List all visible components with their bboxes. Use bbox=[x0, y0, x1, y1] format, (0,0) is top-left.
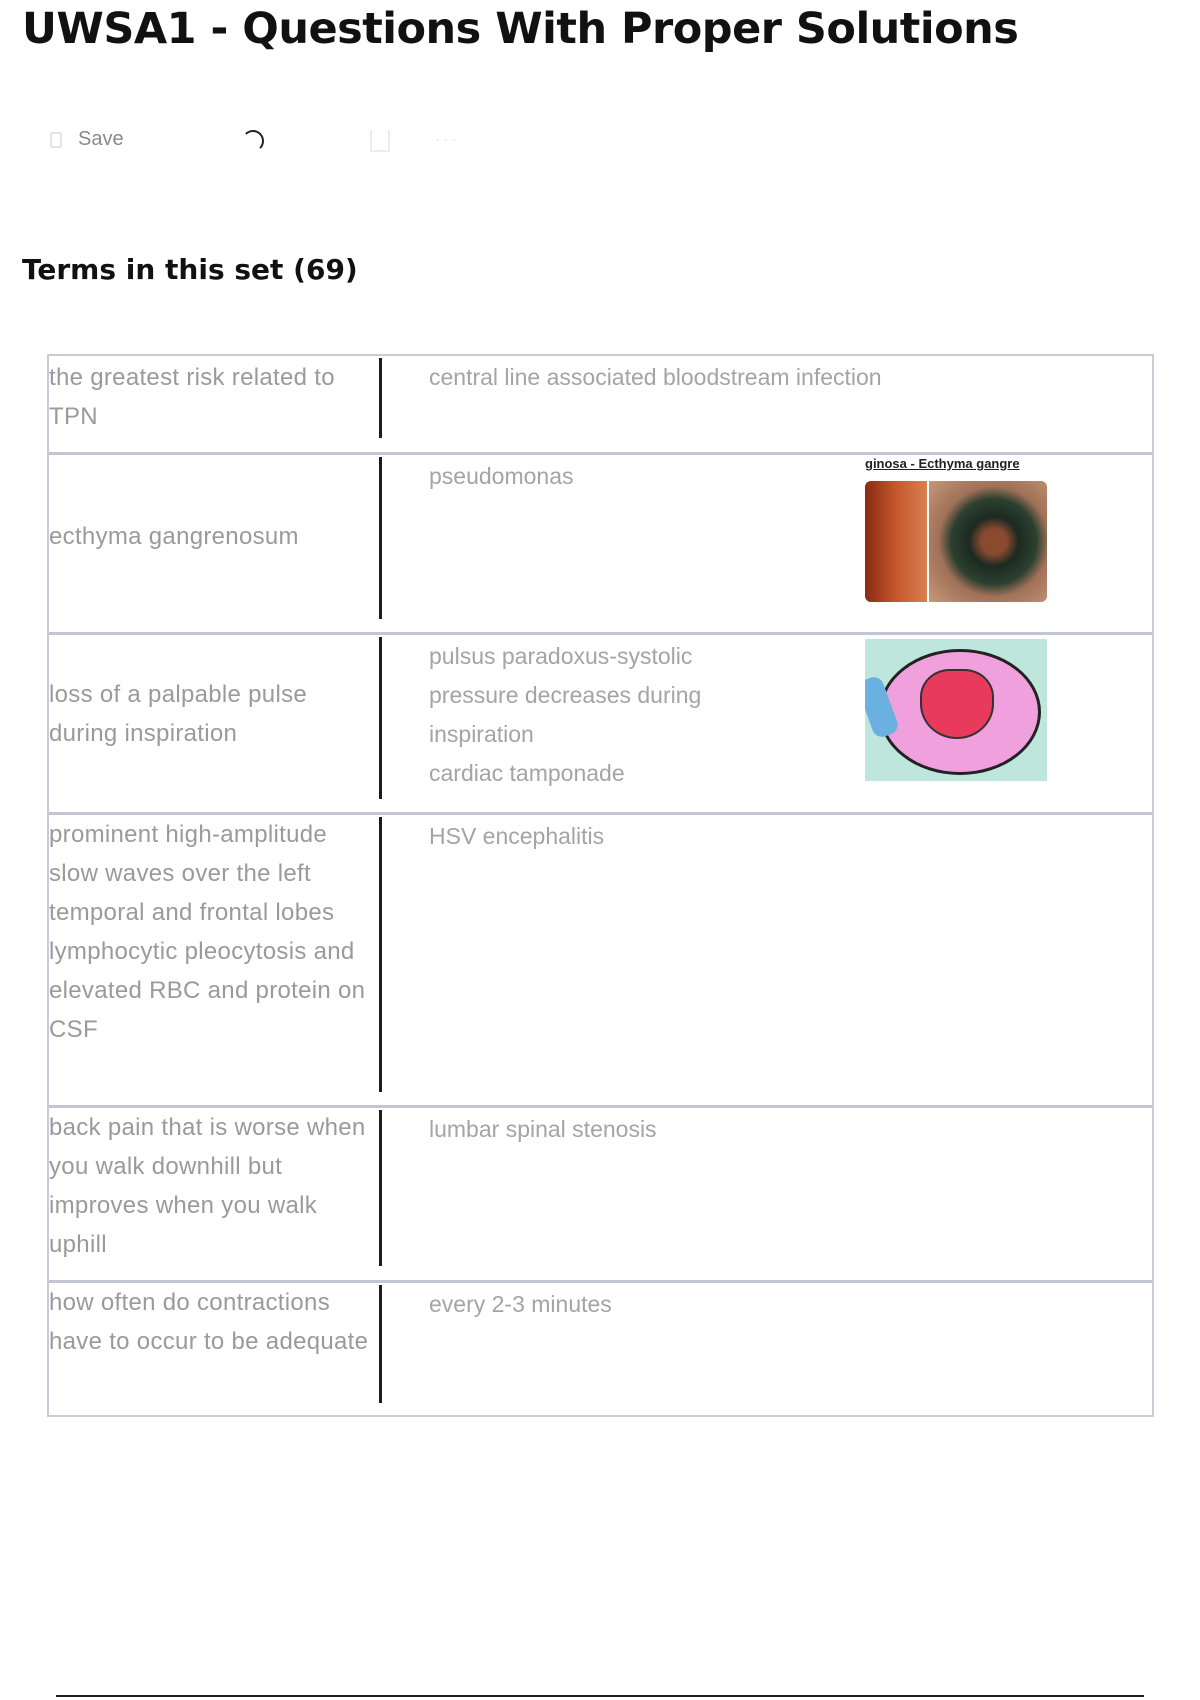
skin-lesion-early-photo bbox=[865, 481, 927, 602]
card-definition bbox=[429, 1110, 899, 1149]
definition-line: pseudomonas bbox=[429, 463, 574, 489]
loading-spinner-icon bbox=[242, 130, 264, 152]
flashcard bbox=[49, 812, 1152, 1105]
card-definition bbox=[429, 358, 899, 397]
card-term: ecthyma gangrenosum bbox=[49, 523, 299, 550]
flashcard bbox=[49, 1280, 1152, 1415]
card-divider bbox=[379, 358, 382, 438]
save-label: Save bbox=[78, 128, 124, 150]
flashcard bbox=[49, 452, 1152, 632]
definition-line: cardiac tamponade bbox=[429, 760, 625, 786]
image-caption: ginosa - Ecthyma gangre bbox=[865, 457, 1020, 471]
definition-line: pulsus paradoxus-systolic pressure decreases during inspiration bbox=[429, 643, 702, 747]
card-divider bbox=[379, 817, 382, 1092]
cartoon-illustration bbox=[865, 639, 1047, 781]
card-divider bbox=[379, 1110, 382, 1266]
ecthyma-gangrenosum-image[interactable] bbox=[865, 457, 1047, 607]
definition-line: lumbar spinal stenosis bbox=[429, 1116, 657, 1142]
toolbar bbox=[50, 128, 530, 168]
cardiac-tamponade-cartoon-image[interactable] bbox=[865, 639, 1047, 781]
card-definition bbox=[429, 1285, 899, 1324]
card-term: how often do contractions have to occur to be adequate bbox=[49, 1289, 369, 1355]
bookmark-icon bbox=[50, 132, 62, 148]
terms-heading: Terms in this set (69) bbox=[22, 253, 358, 286]
heart-icon bbox=[920, 669, 994, 739]
definition-line: HSV encephalitis bbox=[429, 823, 605, 849]
card-term: the greatest risk related to TPN bbox=[49, 364, 335, 430]
definition-line: every 2-3 minutes bbox=[429, 1291, 612, 1317]
definition-line: central line associated bloodstream infection bbox=[429, 364, 882, 390]
page-title: UWSA1 - Questions With Proper Solutions bbox=[22, 4, 1019, 54]
share-icon[interactable] bbox=[370, 130, 390, 152]
flashcard bbox=[49, 632, 1152, 812]
skin-lesion-late-photo bbox=[929, 481, 1047, 602]
card-divider bbox=[379, 1285, 382, 1403]
card-divider bbox=[379, 457, 382, 619]
card-definition bbox=[429, 817, 899, 856]
card-term: prominent high-amplitude slow waves over the left temporal and frontal lobes lymphocytic pleocytosis and elevated RBC and protein on CSF bbox=[49, 821, 366, 1043]
more-options-icon[interactable]: ··· bbox=[434, 126, 459, 151]
card-definition bbox=[429, 637, 729, 793]
card-divider bbox=[379, 637, 382, 799]
flashcard bbox=[49, 356, 1152, 452]
page-bottom-divider bbox=[56, 1695, 1144, 1697]
flashcard bbox=[49, 1105, 1152, 1280]
flashcard-list bbox=[47, 354, 1154, 1417]
card-term: back pain that is worse when you walk downhill but improves when you walk uphill bbox=[49, 1114, 366, 1258]
card-definition bbox=[429, 457, 899, 496]
save-button[interactable] bbox=[50, 128, 124, 151]
card-term: loss of a palpable pulse during inspiration bbox=[49, 681, 308, 747]
